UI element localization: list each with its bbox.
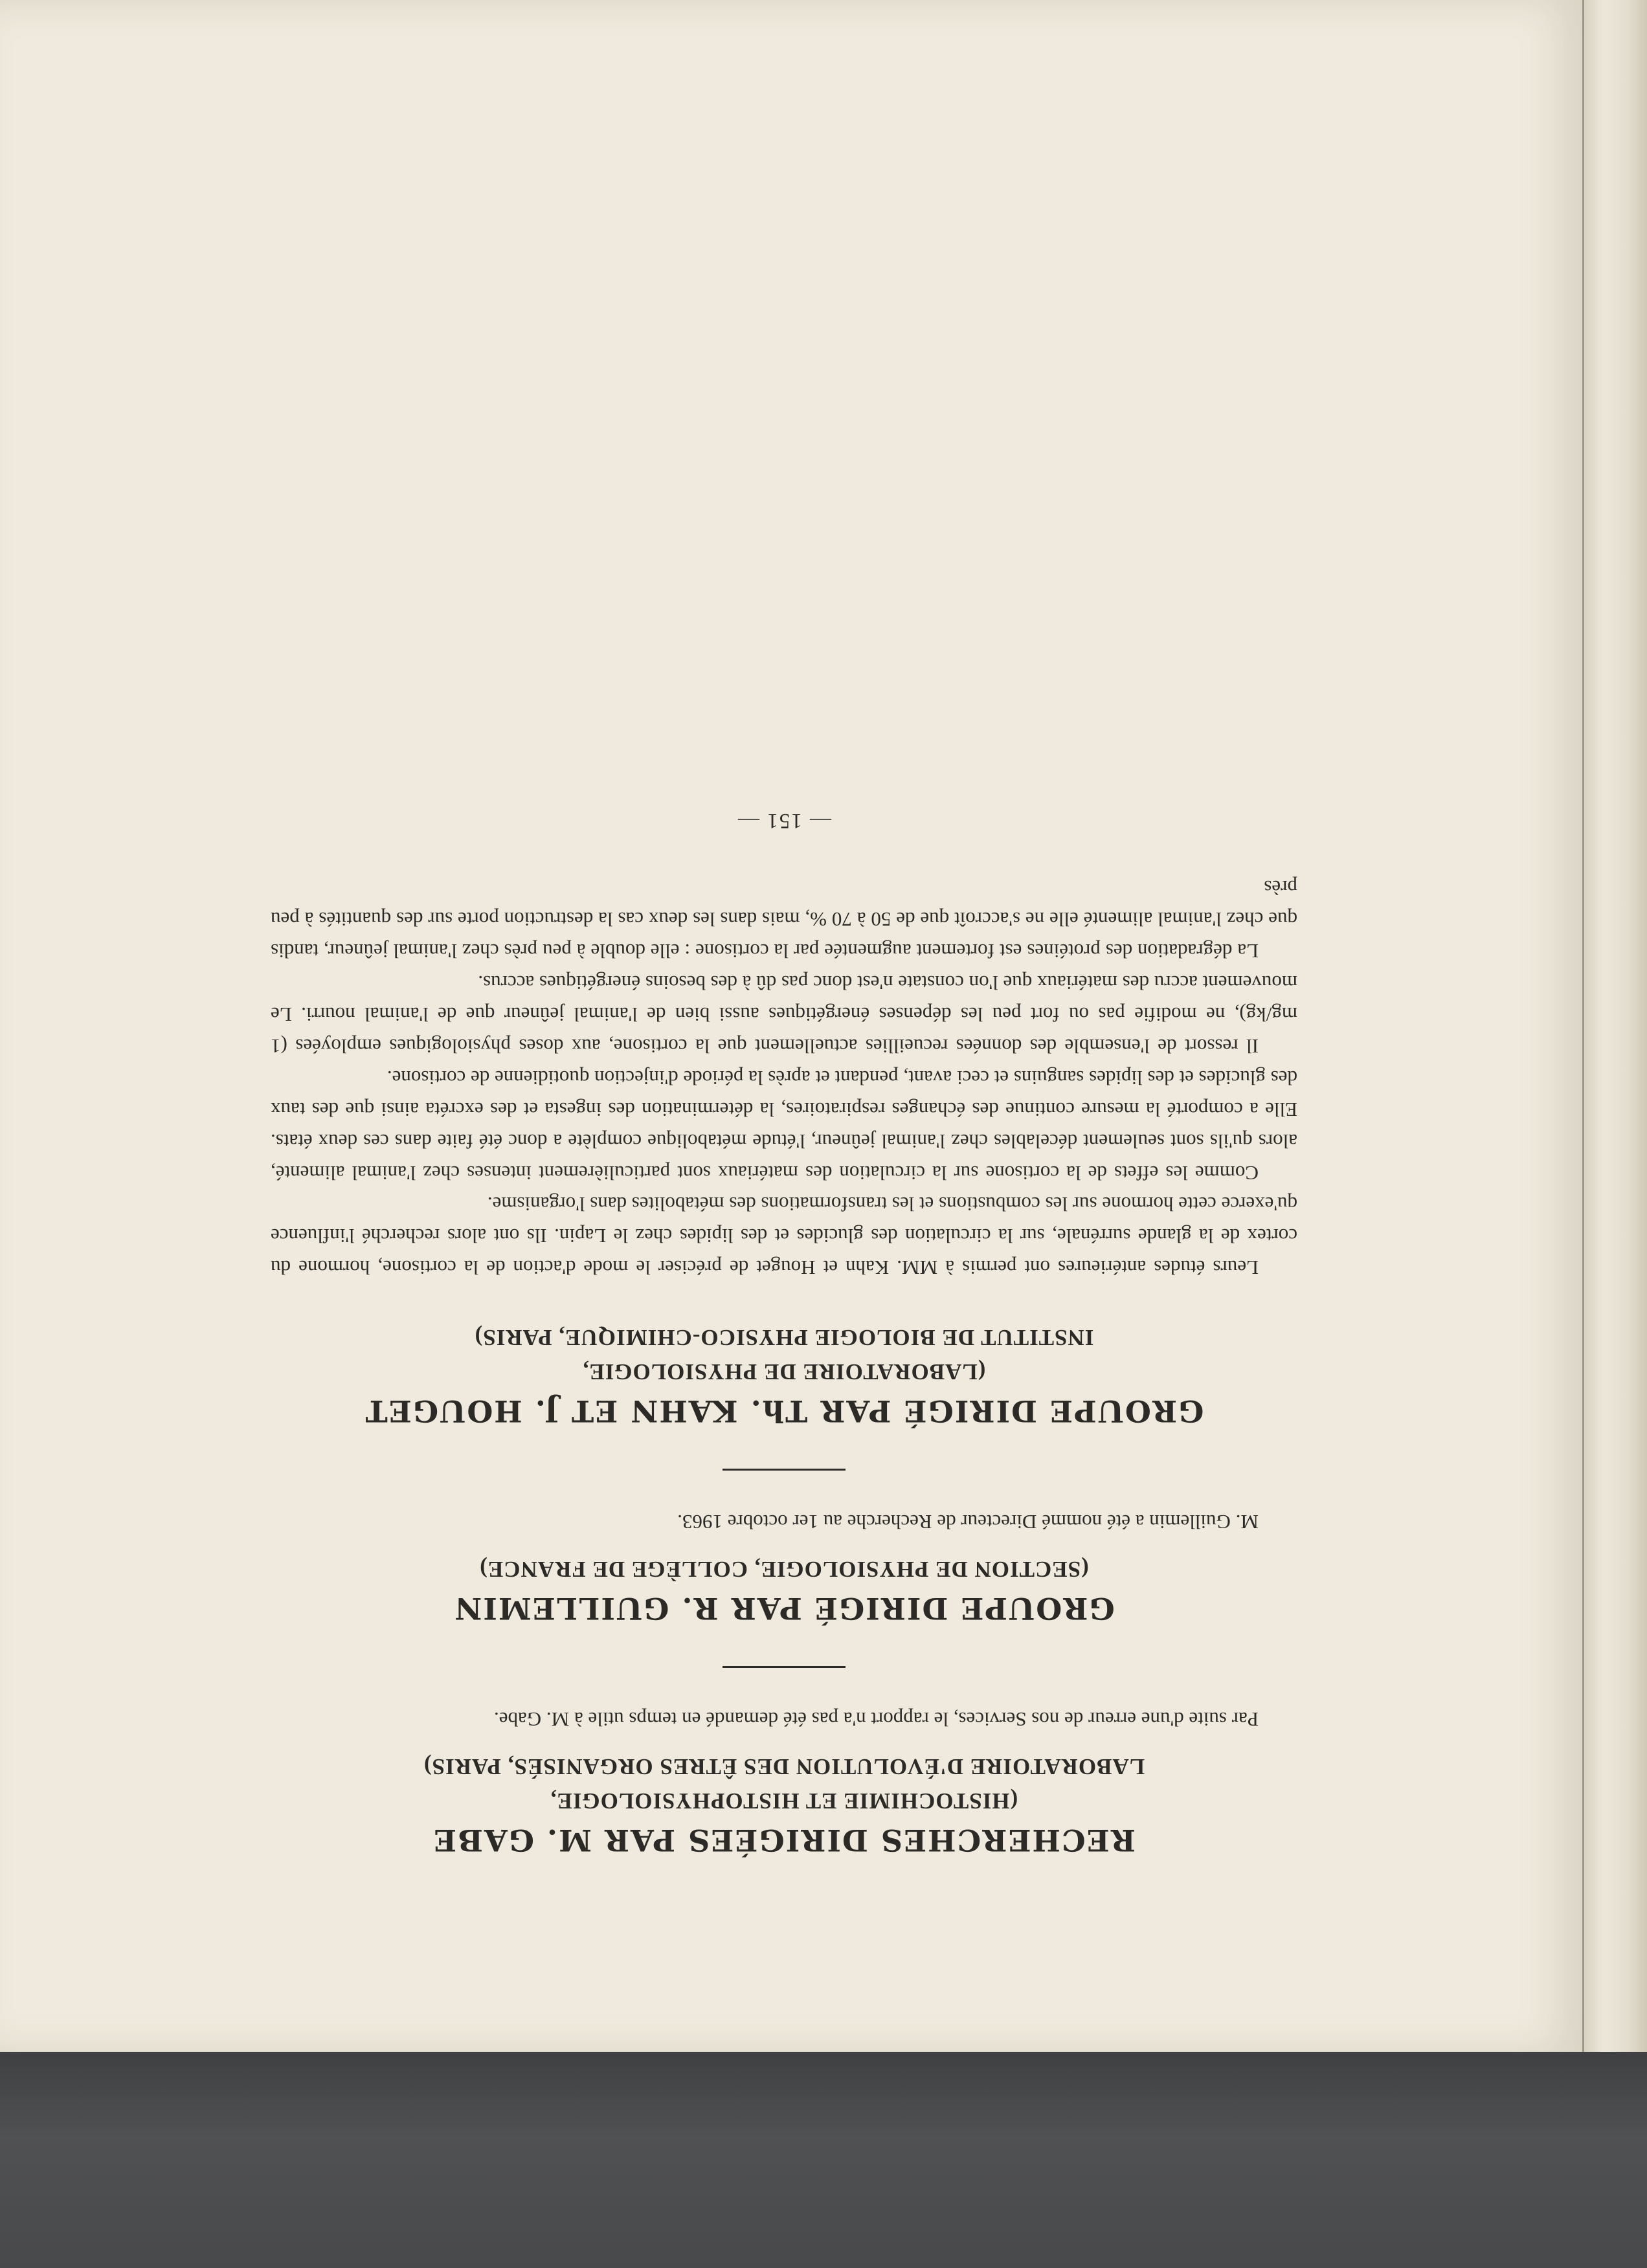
- section-subtitle-line1: (SECTION DE PHYSIOLOGIE, COLLÈGE DE FRANCE): [479, 1556, 1089, 1582]
- section-subtitle-line2: INSTITUT DE BIOLOGIE PHYSICO-CHIMIQUE, PARIS): [474, 1324, 1094, 1350]
- section-title: RECHERCHES DIRIGÉES PAR M. GABE: [432, 1823, 1136, 1858]
- body-paragraph: Il ressort de l'ensemble des données recueillies actuellement que la cortisone, aux doses physiologiques employées (1 mg/kg), ne modifie pas ou fort peu les dépenses énergétiques aussi bien de l'animal jeûneur que de l'animal nourri. Le mouvement accru des matériaux que l'on constate n'est donc pas dû à des besoins énergétiques accrus.: [271, 971, 1297, 1058]
- separator-rule: [723, 1666, 846, 1668]
- section-text: M. Guillemin a été nommé Directeur de Recherche au 1er octobre 1963.: [677, 1510, 1259, 1533]
- body-paragraph: Comme les effets de la cortisone sur la circulation des matériaux sont particulièrement intenses chez l'animal alimenté, alors qu'ils sont seulement décelables chez l'animal jeûneur, l'étude métabolique complète a donc été faite dans ces deux états. Elle a comporté la mesure continue des échanges respiratoires, la détermination des ingesta et des excréta ainsi que des taux des glucides et des lipides sanguins et ceci avant, pendant et après la période d'injection quotidienne de cortisone.: [271, 1066, 1297, 1184]
- separator-rule: [723, 1469, 846, 1471]
- body-paragraph: La dégradation des protéines est fortement augmentée par la cortisone : elle double à peu près chez l'animal jeûneur, tandis que chez l'animal alimenté elle ne s'accroît que de 50 à 70 %, mais dans les deux cas la destruction porte sur des quantités à peu près: [271, 876, 1297, 962]
- section-gabe: [271, 1751, 1297, 1859]
- page-number: — 151 —: [737, 808, 831, 832]
- section-subtitle-line1: (LABORATOIRE DE PHYSIOLOGIE,: [582, 1359, 986, 1384]
- section-kahn-houget: [271, 1322, 1297, 1429]
- scanner-background: [0, 2052, 1647, 2268]
- section-subtitle-line1: (HISTOCHIMIE ET HISTOPHYSIOLOGIE,: [550, 1788, 1018, 1814]
- section-guillemin: [271, 1554, 1297, 1627]
- page-edge: [1585, 0, 1647, 2053]
- section-title: GROUPE DIRIGÉ PAR Th. KAHN ET J. HOUGET: [364, 1393, 1204, 1429]
- section-subtitle-line2: LABORATOIRE D'ÉVOLUTION DES ÊTRES ORGANISÉS, PARIS): [423, 1753, 1145, 1779]
- page-body: [271, 808, 1297, 1859]
- body-paragraph: Leurs études antérieures ont permis à MM. Kahn et Houget de préciser le mode d'action de la cortisone, hormone du cortex de la glande surrénale, sur la circulation des glucides et des lipides chez le Lapin. Ils ont alors recherché l'influence qu'exerce cette hormone sur les combustions et les transformations des métabolites dans l'organisme.: [271, 1193, 1297, 1280]
- section-text: Par suite d'une erreur de nos Services, le rapport n'a pas été demandé en temps utile à M. Gabe.: [493, 1707, 1259, 1731]
- section-title: GROUPE DIRIGÉ PAR R. GUILLEMIN: [453, 1590, 1115, 1626]
